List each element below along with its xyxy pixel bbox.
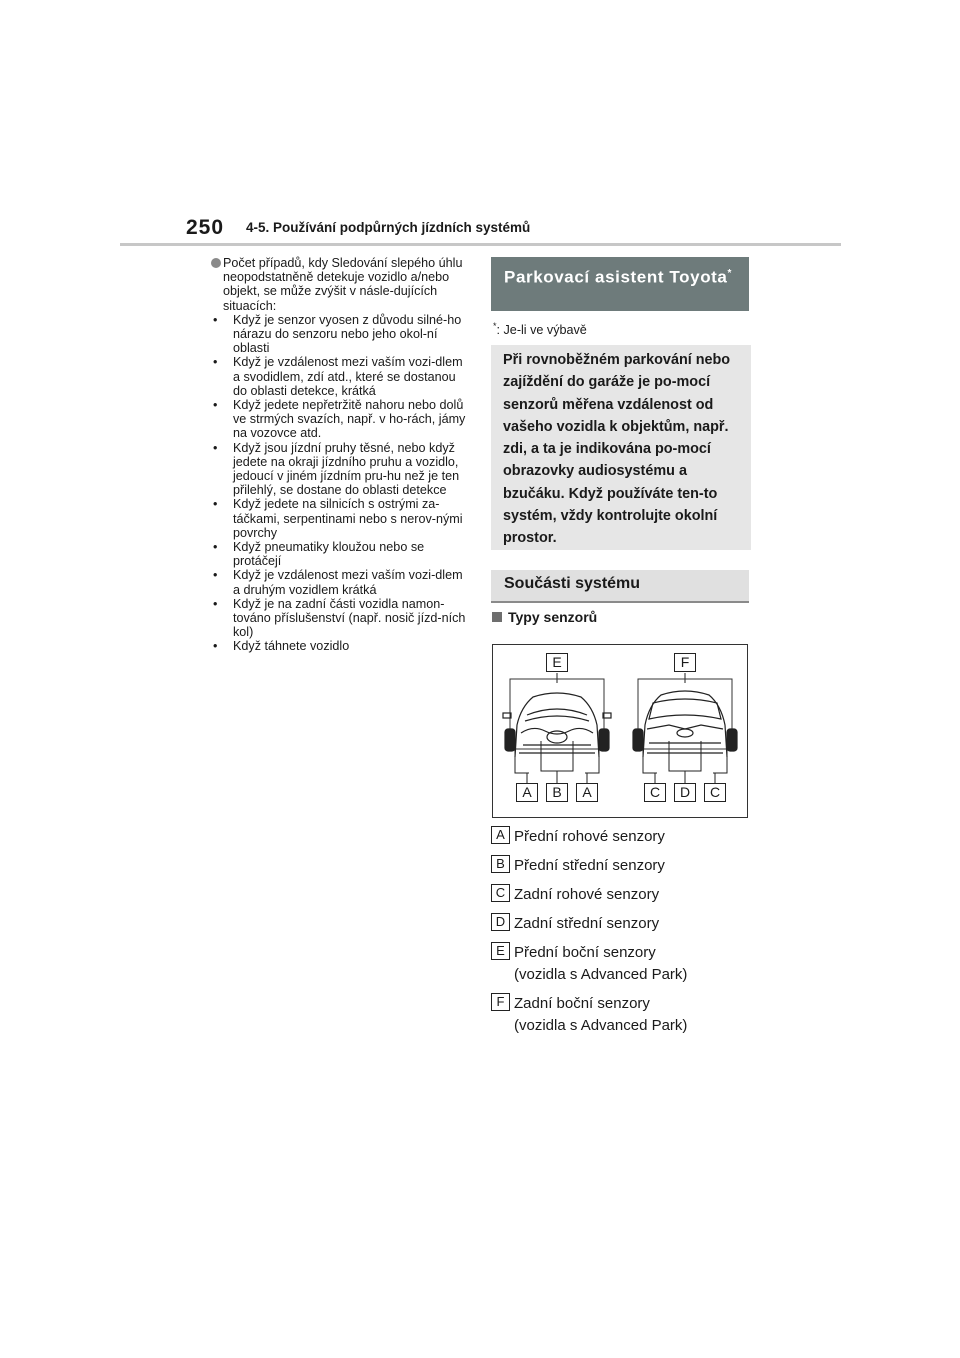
bullet-dot-icon xyxy=(211,258,221,268)
list-item xyxy=(211,355,467,398)
list-item xyxy=(211,597,467,640)
figure-label-a-left: A xyxy=(516,783,538,802)
legend-label: Zadní rohové senzory xyxy=(514,886,660,903)
bullet-icon: • xyxy=(213,312,218,327)
left-column xyxy=(211,256,467,654)
legend-label: Přední boční senzory (vozidla s Advanced Park) xyxy=(514,944,688,983)
figure-label-d: D xyxy=(674,783,696,802)
footnote xyxy=(493,321,587,337)
legend-letter: C xyxy=(491,884,510,902)
list-item-text: Když jedete nepřetržitě nahoru nebo dolů ve strmých svazích, např. v ho-rách, jámy na vozovce atd. xyxy=(233,398,466,441)
legend-letter: B xyxy=(491,855,510,873)
bullet-icon: • xyxy=(213,355,218,370)
page-number: 250 xyxy=(186,216,225,239)
header-rule xyxy=(120,243,841,246)
list-item xyxy=(211,441,467,498)
section-title-mark: * xyxy=(727,268,732,279)
square-bullet-icon xyxy=(492,612,502,622)
list-item xyxy=(211,639,467,653)
bullet-icon: • xyxy=(213,440,218,455)
list-item xyxy=(211,497,467,540)
chapter-title: 4-5. Používání podpůrných jízdních systémů xyxy=(246,220,531,235)
list-item-text: Když jedete na silnicích s ostrými za-táčkami, serpentinami nebo s nerov-nými povrchy xyxy=(233,497,463,540)
figure-label-c-right: C xyxy=(704,783,726,802)
intro-paragraph xyxy=(211,256,467,313)
legend-label: Zadní boční senzory (vozidla s Advanced Park) xyxy=(514,995,688,1034)
list-item xyxy=(211,568,467,596)
list-item-text: Když pneumatiky kloužou nebo se protáčejí xyxy=(233,540,425,569)
front-sensor-brackets xyxy=(515,741,599,785)
list-item-text: Když je vzdálenost mezi vaším vozi-dlem a druhým vozidlem krátká xyxy=(233,568,463,597)
bullet-icon: • xyxy=(213,497,218,512)
intro-text: Počet případů, kdy Sledování slepého úhlu neopodstatněně detekuje vozidlo a/nebo objekt, se může zvýšit v násle-dujících situacích: xyxy=(223,256,463,313)
legend-label: Přední rohové senzory xyxy=(514,828,665,845)
intro-box xyxy=(491,345,751,550)
figure-label-c-left: C xyxy=(644,783,666,802)
sensor-diagram xyxy=(492,644,748,818)
legend-label: Přední střední senzory xyxy=(514,857,665,874)
list-item-text: Když je vzdálenost mezi vaším vozi-dlem a svodidlem, zdí atd., které se dostanou do oblasti detekce, krátká xyxy=(233,355,463,398)
figure-label-e: E xyxy=(546,653,568,672)
list-item-text: Když je senzor vyosen z důvodu silné-ho nárazu do senzoru nebo jeho okol-ní oblasti xyxy=(233,312,462,356)
list-item-text: Když jsou jízdní pruhy těsné, nebo když jedete na okraji jízdního pruhu a vozidlo, jedoucí v jiném jízdním pru-hu než je ten přilehlý, se dostane do oblasti detekce xyxy=(233,440,460,498)
legend-letter: E xyxy=(491,942,510,960)
subsection-title: Součásti systému xyxy=(504,575,641,592)
intro-box-text: Při rovnoběžném parkování nebo zajíždění do garáže je po-mocí senzorů měřena vzdálenost od vašeho vozidla k objektům, např. zdi, a ta je indikována po-mocí obrazovky audiosystému a bzučáku. Když používáte ten-to systém, vždy kontrolujte okolní prostor. xyxy=(503,352,731,547)
legend-label: Zadní střední senzory xyxy=(514,915,660,932)
bullet-icon: • xyxy=(213,540,218,555)
rear-sensor-frame xyxy=(638,679,732,749)
section-heading xyxy=(491,257,749,311)
rear-sensor-brackets xyxy=(643,741,727,785)
front-sensor-frame xyxy=(510,679,604,749)
situation-list xyxy=(211,313,467,654)
list-item-text: Když táhnete vozidlo xyxy=(233,639,350,654)
section-title: Parkovací asistent Toyota xyxy=(504,267,728,287)
legend-letter: A xyxy=(491,826,510,844)
front-car xyxy=(503,693,611,757)
bullet-icon: • xyxy=(213,398,218,413)
subsubsection-heading xyxy=(492,609,597,625)
legend-letter: D xyxy=(491,913,510,931)
list-item xyxy=(211,313,467,356)
subsection-heading xyxy=(491,570,749,603)
bullet-icon: • xyxy=(213,596,218,611)
figure-label-a-right: A xyxy=(576,783,598,802)
list-item xyxy=(211,540,467,568)
footnote-text: : Je-li ve výbavě xyxy=(496,323,587,338)
rear-car xyxy=(633,691,737,757)
bullet-icon: • xyxy=(213,568,218,583)
figure-label-f: F xyxy=(674,653,696,672)
subsubsection-title: Typy senzorů xyxy=(508,609,598,625)
section-title-wrap xyxy=(504,262,744,290)
legend-letter: F xyxy=(491,993,510,1011)
figure-label-b: B xyxy=(546,783,568,802)
bullet-icon: • xyxy=(213,639,218,654)
footnote-mark: * xyxy=(493,321,497,331)
list-item-text: Když je na zadní části vozidla namon-továno příslušenství (např. nosič jízd-ních kol) xyxy=(233,596,466,640)
list-item xyxy=(211,398,467,441)
